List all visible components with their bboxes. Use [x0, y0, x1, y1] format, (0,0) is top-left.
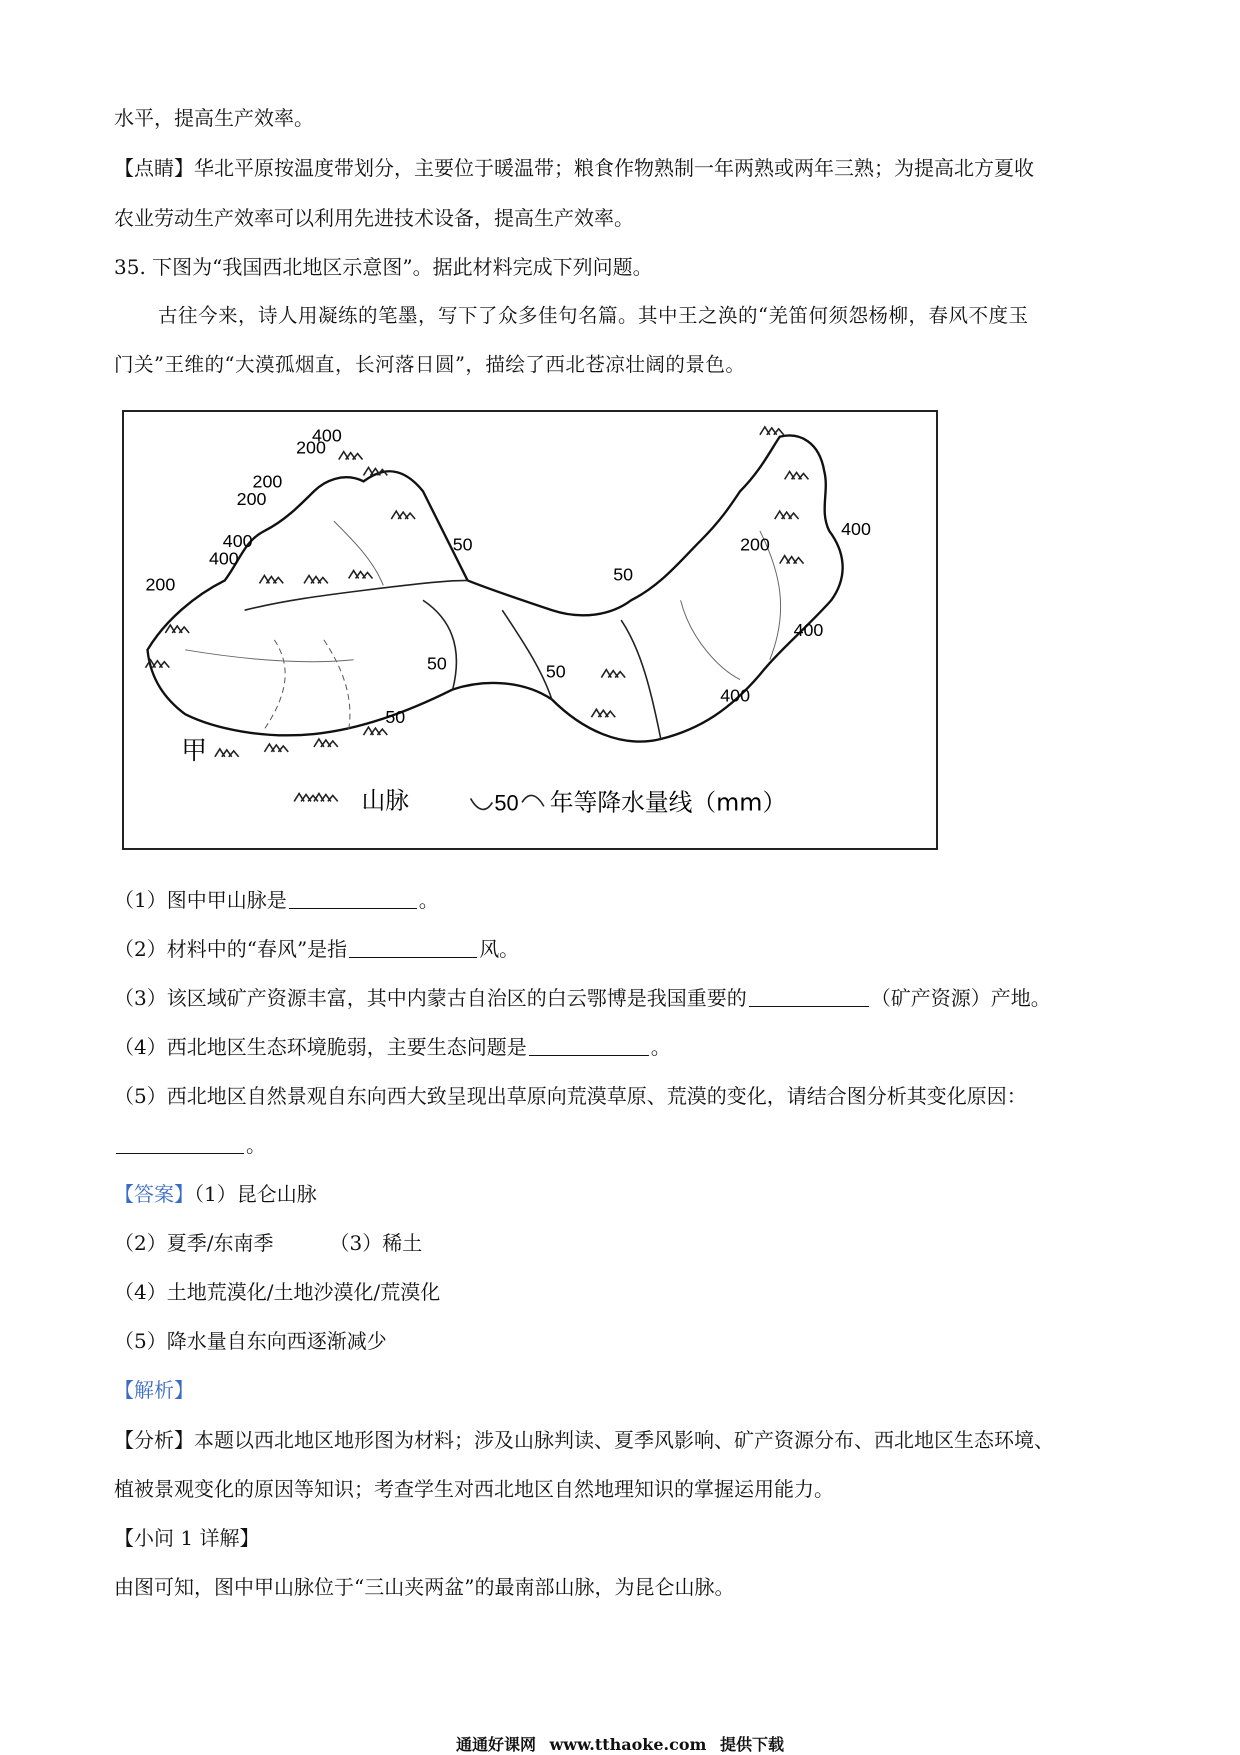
answer-blank[interactable]: [116, 1133, 244, 1154]
question-text: （4）西北地区生态环境脆弱，主要生态问题是: [114, 1035, 527, 1059]
answer-text: （3）稀土: [329, 1231, 423, 1255]
legend: [294, 786, 786, 816]
answer-blank[interactable]: [529, 1035, 649, 1056]
isoline-label: 400: [222, 530, 253, 551]
answer-blank[interactable]: [349, 937, 477, 958]
material-text: 门关”王维的“大漠孤烟直，长河落日圆”，描绘了西北苍凉壮阔的景色。: [114, 353, 746, 376]
question-text: （1）图中甲山脉是: [114, 888, 287, 912]
isoline-label: 200: [740, 534, 770, 555]
material-text: 古往今来，诗人用凝练的笔墨，写下了众多佳句名篇。其中王之涣的“羌笛何须怨杨柳，春风不度玉: [158, 304, 1029, 327]
answer-blank[interactable]: [289, 888, 417, 909]
text-line: 农业劳动生产效率可以利用先进技术设备，提高生产效率。: [114, 206, 634, 230]
isoline-label: 400: [312, 425, 342, 446]
footer: [0, 1732, 1240, 1755]
isoline-label: 400: [841, 518, 871, 539]
question-5-answer-line: [114, 1131, 266, 1159]
mountain-legend-icon: [294, 794, 338, 802]
answer-2-3: [114, 1229, 422, 1257]
legend-mountain-label: 山脉: [361, 786, 410, 815]
analysis-text: 【分析】本题以西北地区地形图为材料；涉及山脉判读、夏季风影响、矿产资源分布、西北地区生态环境、: [114, 1428, 1054, 1452]
legend-isoline-value: 50: [494, 790, 519, 816]
sub-question-text: 由图可知，图中甲山脉位于“三山夹两盆”的最南部山脉，为昆仑山脉。: [114, 1575, 735, 1599]
isoline-label: 50: [545, 661, 566, 682]
jia-mountain-label: 甲: [181, 735, 207, 766]
isoline-label: 50: [452, 534, 473, 555]
isoline-label: 400: [208, 548, 239, 569]
answer-4: （4）土地荒漠化/土地沙漠化/荒漠化: [114, 1280, 441, 1304]
text-line: 水平，提高生产效率。: [114, 106, 314, 130]
analysis-tag: 【解析】: [114, 1378, 194, 1402]
answer-blank[interactable]: [749, 986, 869, 1007]
isoline-legend-icon: [471, 798, 493, 809]
answer-1: [114, 1180, 317, 1208]
sub-question-title: 【小问 1 详解】: [114, 1526, 260, 1550]
map-svg: [124, 412, 936, 848]
footer-site: 通通好课网: [455, 1735, 536, 1754]
answer-5: （5）降水量自东向西逐渐减少: [114, 1329, 387, 1353]
analysis-text: 植被景观变化的原因等知识；考查学生对西北地区自然地理知识的掌握运用能力。: [114, 1477, 834, 1501]
isoline-label: 400: [793, 619, 824, 640]
text-line: 【点睛】华北平原按温度带划分，主要位于暖温带；粮食作物熟制一年两熟或两年三熟；为提高北方夏收: [114, 156, 1034, 180]
question-text: （3）该区域矿产资源丰富，其中内蒙古自治区的白云鄂博是我国重要的: [114, 986, 747, 1010]
legend-isoline-label: 年等降水量线（mm）: [549, 788, 787, 817]
question-text: 。: [246, 1133, 266, 1157]
question-text: （2）材料中的“春风”是指: [114, 937, 348, 961]
question-3: [114, 984, 1051, 1012]
question-2: [114, 935, 519, 963]
northwest-china-map: [122, 410, 938, 850]
question-4: [114, 1033, 671, 1061]
footer-url[interactable]: www.tthaoke.com: [549, 1735, 707, 1754]
isoline-label: 200: [296, 437, 326, 458]
question-35-stem: 35. 下图为“我国西北地区示意图”。据此材料完成下列问题。: [114, 255, 653, 279]
question-text: 。: [418, 888, 439, 912]
question-text: 风。: [479, 937, 520, 961]
answer-text: （1）昆仑山脉: [194, 1182, 317, 1206]
isoline-label: 50: [385, 707, 406, 728]
isoline-label: 200: [236, 489, 267, 510]
question-1: [114, 886, 439, 914]
isoline-label: 200: [252, 471, 283, 492]
isoline-label: 400: [720, 685, 751, 706]
isoline-label: 200: [145, 574, 176, 595]
isoline-label: 50: [613, 564, 634, 585]
answer-text: （2）夏季/东南季: [114, 1231, 274, 1255]
footer-tail: 提供下载: [720, 1735, 785, 1754]
question-5: （5）西北地区自然景观自东向西大致呈现出草原向荒漠草原、荒漠的变化，请结合图分析其变化原因：: [114, 1084, 1027, 1108]
answer-tag: 【答案】: [114, 1182, 194, 1206]
question-text: 。: [650, 1035, 671, 1059]
question-text: （矿产资源）产地。: [870, 986, 1051, 1010]
isoline-label: 50: [426, 653, 447, 674]
